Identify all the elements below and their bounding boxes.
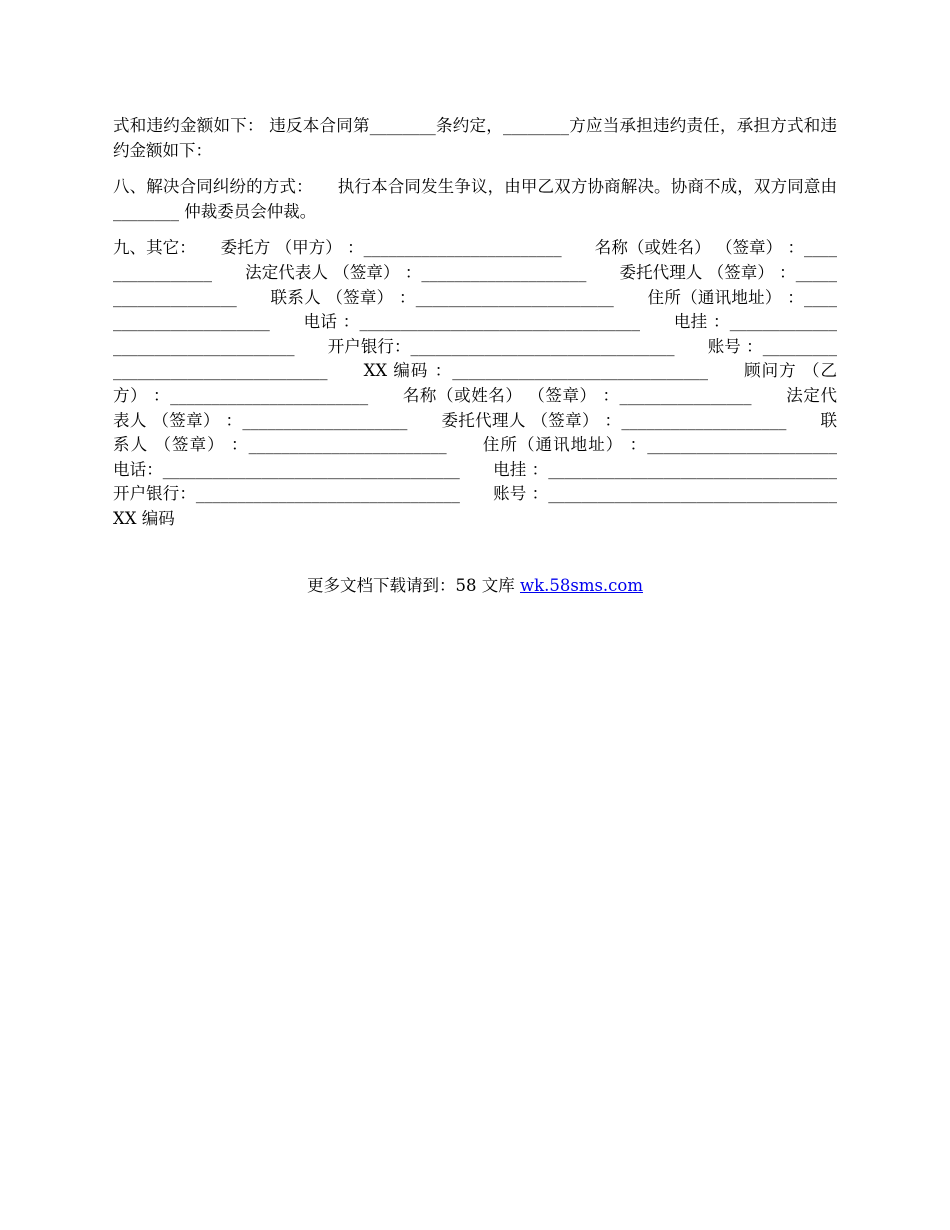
- paragraph-breach-terms: 式和违约金额如下： 违反本合同第________条约定，________方应当承担违约责任，承担方式和违约金额如下：: [113, 116, 837, 160]
- document-body: [113, 114, 870, 543]
- paragraph-dispute-resolution: 八、解决合同纠纷的方式： 执行本合同发生争议，由甲乙双方协商解决。协商不成，双方同意由________ 仲裁委员会仲裁。: [113, 177, 837, 221]
- download-footer: [0, 574, 950, 598]
- paragraph-other-parties: 九、其它： 委托方 （甲方） ：________________________ 名称（或姓名） （签章） ：________________ 法定代表人 （签章） ：____________________ 委托代理人 （签章） ：____________________ 联系人 （签章） ：________________________ 住所（通讯地址） ：_______________________ 电话 ：__________________________________ 电挂 ：___________________________________ 开户银行：________________________________ 账号 ：___________________________________ XX 编码 ：_______________________________ 顾问方 （乙方） ：________________________ 名称（或姓名） （签章） ：________________ 法定代表人 （签章） ：____________________ 委托代理人 （签章） ：____________________ 联系人 （签章） ：________________________ 住所（通讯地址） ：_______________________ 电话：____________________________________ 电挂 ：___________________________________ 开户银行：________________________________ 账号 ：___________________________________ XX 编码: [113, 238, 870, 528]
- footer-link[interactable]: wk.58sms.com: [519, 576, 643, 595]
- footer-text: 更多文档下载请到：58 文库: [306, 576, 520, 595]
